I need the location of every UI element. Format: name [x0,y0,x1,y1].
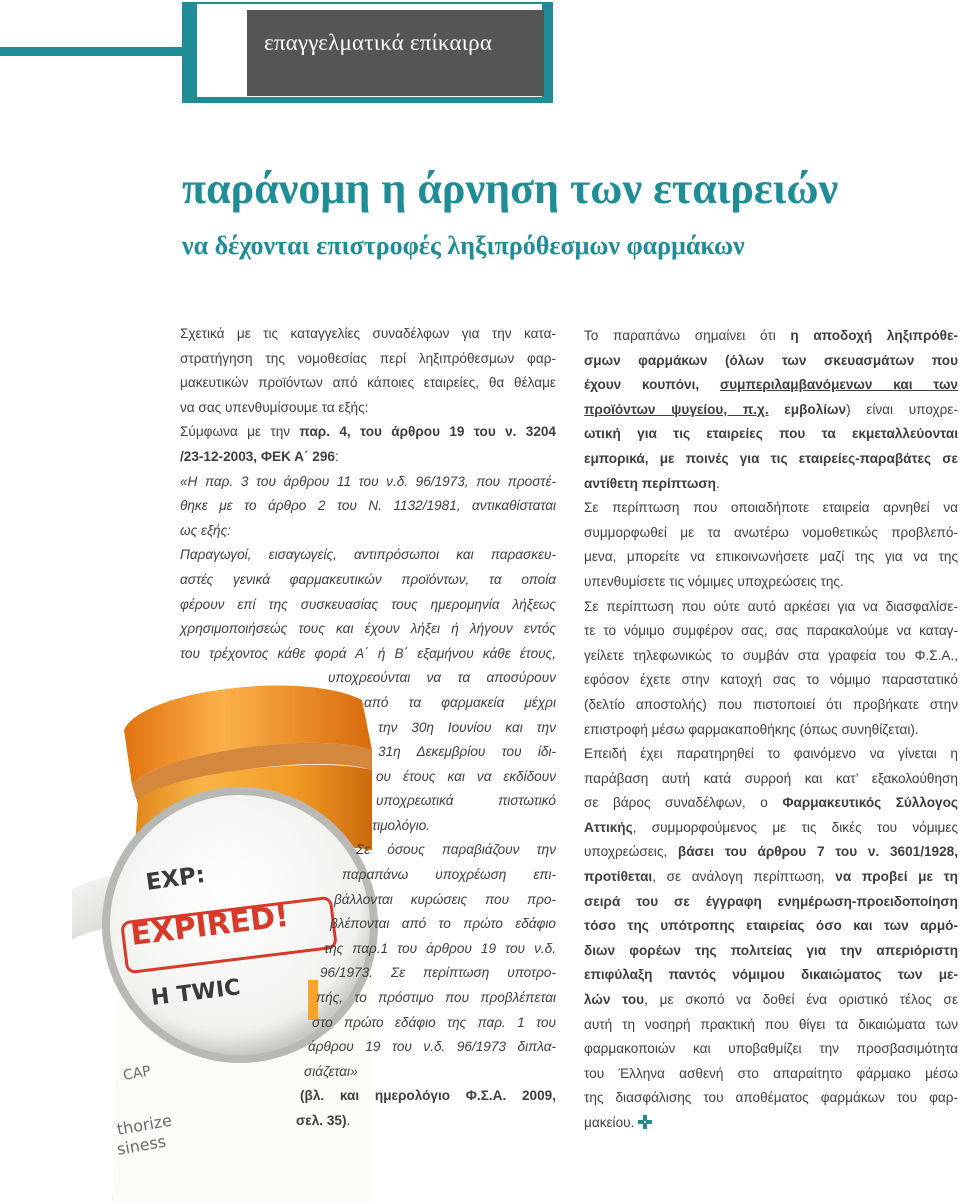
text-line: Παραγωγοί, εισαγωγείς, αντιπρόσωποι και παρασκευ- [180,547,556,563]
text-line: πής, το πρόστιμο που προβλέπεται [316,990,556,1006]
text-line: εφόσον έχετε στην κατοχή σας το νόμιμο παραστατικό [584,672,958,688]
text-line: αντίθετη περίπτωση. [584,475,720,491]
text-line: υπενθυμίσετε τις νόμιμες υποχρεώσεις της. [584,573,844,589]
text-line: στρατήγηση της νομοθεσίας περί ληξιπρόθεσμων φαρ- [180,350,556,366]
text-line: ως εξής: [180,522,231,538]
text-line: υποχρεούνται να τα αποσύρουν [328,670,556,686]
text-line: 96/1973. Σε περίπτωση υποτρο- [320,965,556,981]
section-label: επαγγελματικά επίκαιρα [264,30,493,55]
text-line: επιστροφή μέσω φαρμακαποθήκης (όπως συνηθίζεται). [584,721,919,737]
text-line: σμων φαρμάκων (όλων των σκευασμάτων που [584,352,958,368]
text-line: σειρά του σε έγγραφη ενημέρωση-προειδοποίηση [584,893,958,909]
label-authorize: thorize [115,1110,174,1139]
text-line: υποχρεωτικά πιστωτικό [376,793,556,809]
text-line: έχουν κουπόνι, συμπεριλαμβανόμενων και των [584,377,958,393]
text-line: την 30η Ιουνίου και την [378,719,556,735]
text-line: ωτική για τις εταιρείες που τα εκμεταλλεύονται [584,426,958,442]
text-line: ου έτους και να εκδίδουν [376,768,556,784]
header-accent-line [0,47,190,56]
text-line: αστές γενικά φαρμακευτικών προϊόντων, τα οποία [180,571,556,587]
right-column [584,324,958,1136]
text-line: του Έλληνα ασθενή στο απαραίτητο φάρμακο μέσω [584,1065,958,1081]
text-line: τιμολόγιο. [372,817,431,833]
text-line: λών του, με σκοπό να δοθεί ένα οριστικό τέλος σε [584,992,959,1008]
label-twice: H TWIC [149,975,242,1011]
text-line: Το παραπάνω σημαίνει ότι η αποδοχή ληξιπρόθε- [584,328,958,343]
text-line: στο πρώτο εδάφιο της παρ. 1 του [312,1014,556,1030]
label-exp: EXP: [144,861,207,896]
text-line: μακευτικών προϊόντων από κάποιες εταιρείες, θα θέλαμε [180,375,556,391]
text-line: της παρ.1 του άρθρου 19 του ν.δ. [324,940,556,956]
text-line: προϊόντων ψυγείου, π.χ. εμβολίων) είναι υποχρε- [584,401,959,417]
text-line: τε το νόμιμο συμφέρον σας, σας παρακαλούμε να καταγ- [584,623,958,639]
text-line: Αττικής, συμμορφούμενος με τις δικές του νόμιμες [584,819,958,835]
text-line: γείλετε τηλεφωνικώς το συμβάν στα γραφεία του Φ.Σ.Α., [584,647,958,663]
text-line: «Η παρ. 3 του άρθρου 11 του ν.δ. 96/1973, που προστέ- [180,473,556,489]
text-line: φέρουν επί της συσκευασίας τους ημερομηνία λήξεως [180,596,556,612]
label-cap: CAP [121,1063,153,1084]
text-line: Επειδή έχει παρατηρηθεί το φαινόμενο να γίνεται η [584,746,958,762]
text-line: προτίθεται, σε ανάλογη περίπτωση, να προβεί με τη [584,869,958,885]
text-line: τόσο της υπότροπης εταιρείας όσο και των αρμό- [584,918,958,934]
text-line: της διασφάλισης του αποθέματος φαρμάκων του φαρ- [584,1090,958,1106]
text-line: 31η Δεκεμβρίου του ίδι- [378,744,556,760]
text-line: (δελτίο αποστολής) που πιστοποιεί ότι προβήκατε στην [584,696,958,712]
text-line: επιφύλαξη παντός νόμιμου δικαιώματος των με- [584,967,958,983]
text-line: Σχετικά με τις καταγγελίες συναδέλφων για την κατα- [180,326,556,341]
text-line: σε βάρος συναδέλφων, ο Φαρμακευτικός Σύλλογος [584,795,958,811]
label-business: siness [115,1131,168,1159]
text-line: παραπάνω υποχρέωση επι- [342,867,556,883]
text-line: χρησιμοποιήσεώς τους και έχουν λήξει ή λήγουν εντός [180,621,556,637]
article-title: παράνομη η άρνηση των εταιρειών [182,164,839,213]
text-line: θηκε με το άρθρο 2 του Ν. 1132/1981, αντικαθίσταται [180,498,556,514]
text-line: μενα, μπορείτε να επικοινωνήσετε μαζί της για να της [584,549,958,565]
left-column [180,322,556,1134]
label-expired: EXPIRED! [128,898,291,953]
text-line: εμπορικά, με ποινές για τις εταιρείες-παραβάτες σε [584,450,958,466]
text-line: Σύμφωνα με την παρ. 4, του άρθρου 19 του ν. 3204 [180,424,556,440]
text-line: αυτή τη νοσηρή πρακτική που θίγει τα δικαιώματα των [584,1016,958,1032]
text-line: μακείου. [584,1111,958,1136]
text-line: βλέπονται από το πρώτο εδάφιο [330,916,556,932]
text-line: Σε όσους παραβιάζουν την [356,842,556,858]
text-line: παράβαση αυτή κατά συρροή και κατ’ εξακολούθηση [584,770,958,786]
text-line: σελ. 35). [296,1113,351,1128]
text-line: διων φορέων της πολιτείας για την απεριόριστη [584,942,958,958]
text-line: φαρμακοποιών και υποβαθμίζει την προσβασιμότητα [584,1041,958,1057]
text-line: συμμορφωθεί με τα ανωτέρω νομοθετικώς προβλεπό- [584,524,958,540]
text-line: Σε περίπτωση που οποιαδήποτε εταιρεία αρνηθεί να [584,500,958,516]
text-line: υποχρεώσεις, βάσει του άρθρου 7 του ν. 3601/1928, [584,844,959,860]
text-line: να σας υπενθυμίσουμε τα εξής: [180,399,369,415]
text-line: άρθρου 19 του ν.δ. 96/1973 διπλα- [308,1039,556,1055]
text-line: Σε περίπτωση που ούτε αυτό αρκέσει για να διασφαλίσε- [584,598,958,614]
article-subtitle: να δέχονται επιστροφές ληξιπρόθεσμων φαρμάκων [182,231,745,260]
text-line: (βλ. και ημερολόγιο Φ.Σ.Α. 2009, [300,1088,556,1104]
text-line: /23-12-2003, ΦΕΚ Α΄ 296: [180,448,339,464]
cross-ornament-icon [638,1115,652,1129]
text-line: από τα φαρμακεία μέχρι [364,694,556,710]
text-line: του τρέχοντος κάθε φορά Α΄ ή Β΄ εξαμήνου κάθε έτους, [180,645,556,661]
text-line: σιάζεται» [304,1063,358,1079]
text-line: βάλλονται κυρώσεις που προ- [334,891,556,907]
